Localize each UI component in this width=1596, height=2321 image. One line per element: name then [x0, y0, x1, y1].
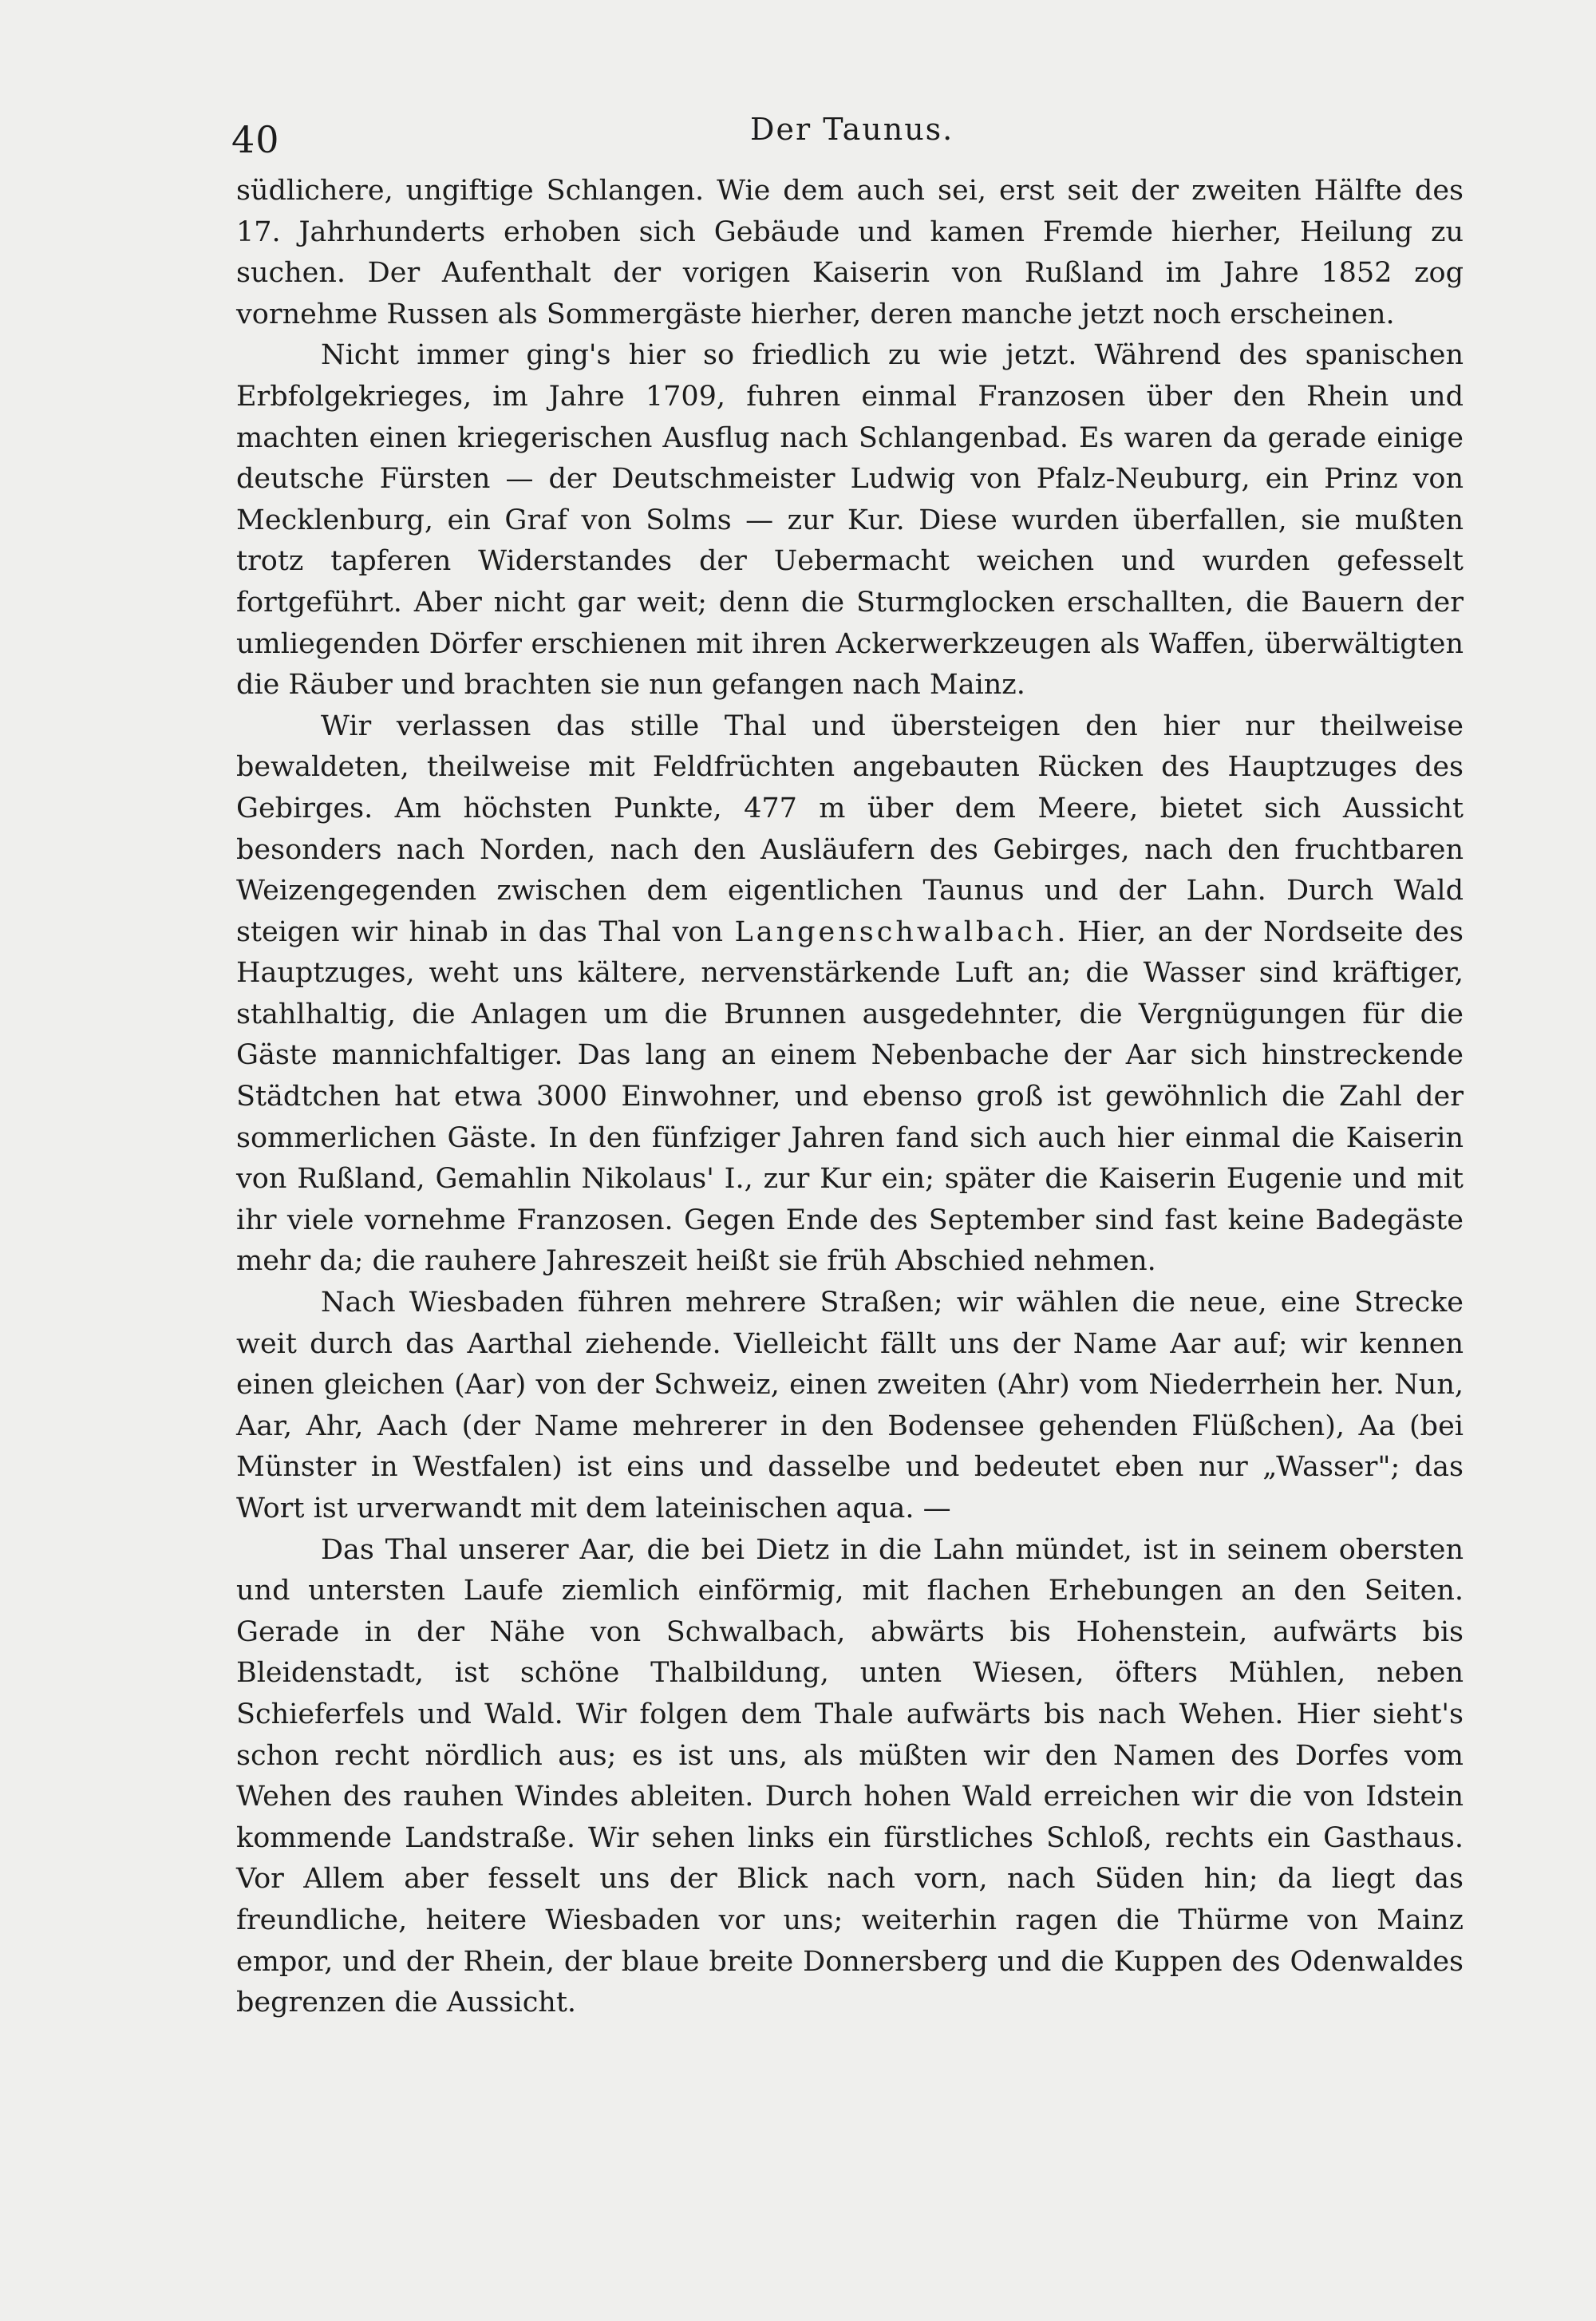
- body-text: [236, 171, 1464, 2024]
- place-name-langenschwalbach: Langenschwalbach: [734, 915, 1057, 948]
- paragraph-1: südlichere, ungiftige Schlangen. Wie dem auch sei, erst seit der zweiten Hälfte des 17. Jahrhunderts erhoben sich Gebäude und kamen Fremde hierher, Heilung zu suchen. Der Aufenthalt der vorigen Kaiserin von Rußland im Jahre 1852 zog vornehme Russen als Sommergäste hierher, deren manche jetzt noch erscheinen.: [236, 175, 1464, 330]
- paragraph-2: Nicht immer ging's hier so friedlich zu wie jetzt. Während des spanischen Erbfolgekrieges, im Jahre 1709, fuhren einmal Franzosen über den Rhein und machten einen kriegerischen Ausflug nach Schlangenbad. Es waren da gerade einige deutsche Fürsten — der Deutschmeister Ludwig von Pfalz-Neuburg, ein Prinz von Mecklenburg, ein Graf von Solms — zur Kur. Diese wurden überfallen, sie mußten trotz tapferen Widerstandes der Uebermacht weichen und wurden gefesselt fortgeführt. Aber nicht gar weit; denn die Sturmglocken erschallten, die Bauern der umliegenden Dörfer erschienen mit ihren Ackerwerkzeugen als Waffen, überwältigten die Räuber und brachten sie nun gefangen nach Mainz.: [236, 339, 1464, 702]
- paragraph-3-part-2: . Hier, an der Nordseite des Hauptzuges, weht uns kältere, nervenstärkende Luft an; die Wasser sind kräftiger, stahlhaltig, die Anlagen um die Brunnen ausgedehnter, die Vergnügungen für die Gäste mannichfaltiger. Das lang an einem Nebenbache der Aar sich hinstreckende Städtchen hat etwa 3000 Einwohner, und ebenso groß ist gewöhnlich die Zahl der sommerlichen Gäste. In den fünfziger Jahren fand sich auch hier einmal die Kaiserin von Rußland, Gemahlin Nikolaus' I., zur Kur ein; später die Kaiserin Eugenie und mit ihr viele vornehme Franzosen. Gegen Ende des September sind fast keine Badegäste mehr da; die rauhere Jahreszeit heißt sie früh Abschied nehmen.: [236, 915, 1464, 1278]
- paragraph-5: Das Thal unserer Aar, die bei Dietz in die Lahn mündet, ist in seinem obersten und untersten Laufe ziemlich einförmig, mit flachen Erhebungen an den Seiten. Gerade in der Nähe von Schwalbach, abwärts bis Hohenstein, aufwärts bis Bleidenstadt, ist schöne Thalbildung, unten Wiesen, öfters Mühlen, neben Schieferfels und Wald. Wir folgen dem Thale aufwärts bis nach Wehen. Hier sieht's schon recht nördlich aus; es ist uns, als müßten wir den Namen des Dorfes vom Wehen des rauhen Windes ableiten. Durch hohen Wald erreichen wir die von Idstein kommende Landstraße. Wir sehen links ein fürstliches Schloß, rechts ein Gasthaus. Vor Allem aber fesselt uns der Blick nach vorn, nach Süden hin; da liegt das freundliche, heitere Wiesbaden vor uns; weiterhin ragen die Thürme von Mainz empor, und der Rhein, der blaue breite Donnersberg und die Kuppen des Odenwaldes begrenzen die Aussicht.: [236, 1533, 1464, 2019]
- running-title: Der Taunus.: [750, 112, 954, 147]
- page-number: 40: [231, 118, 280, 161]
- paragraph-4: Nach Wiesbaden führen mehrere Straßen; wir wählen die neue, eine Strecke weit durch das Aarthal ziehende. Vielleicht fällt uns der Name Aar auf; wir kennen einen gleichen (Aar) von der Schweiz, einen zweiten (Ahr) vom Niederrhein her. Nun, Aar, Ahr, Aach (der Name mehrerer in den Bodensee gehenden Flüßchen), Aa (bei Münster in Westfalen) ist eins und dasselbe und bedeutet eben nur „Wasser"; das Wort ist urverwandt mit dem lateinischen aqua. —: [236, 1287, 1464, 1524]
- paragraph-3: [236, 706, 1464, 1283]
- paragraph-3-part-1: Wir verlassen das stille Thal und übersteigen den hier nur theilweise bewaldeten, theilweise mit Feldfrüchten angebauten Rücken des Hauptzuges des Gebirges. Am höchsten Punkte, 477 m über dem Meere, bietet sich Aussicht besonders nach Norden, nach den Ausläufern des Gebirges, nach den fruchtbaren Weizengegenden zwischen dem eigentlichen Taunus und der Lahn. Durch Wald steigen wir hinab in das Thal von: [236, 710, 1464, 948]
